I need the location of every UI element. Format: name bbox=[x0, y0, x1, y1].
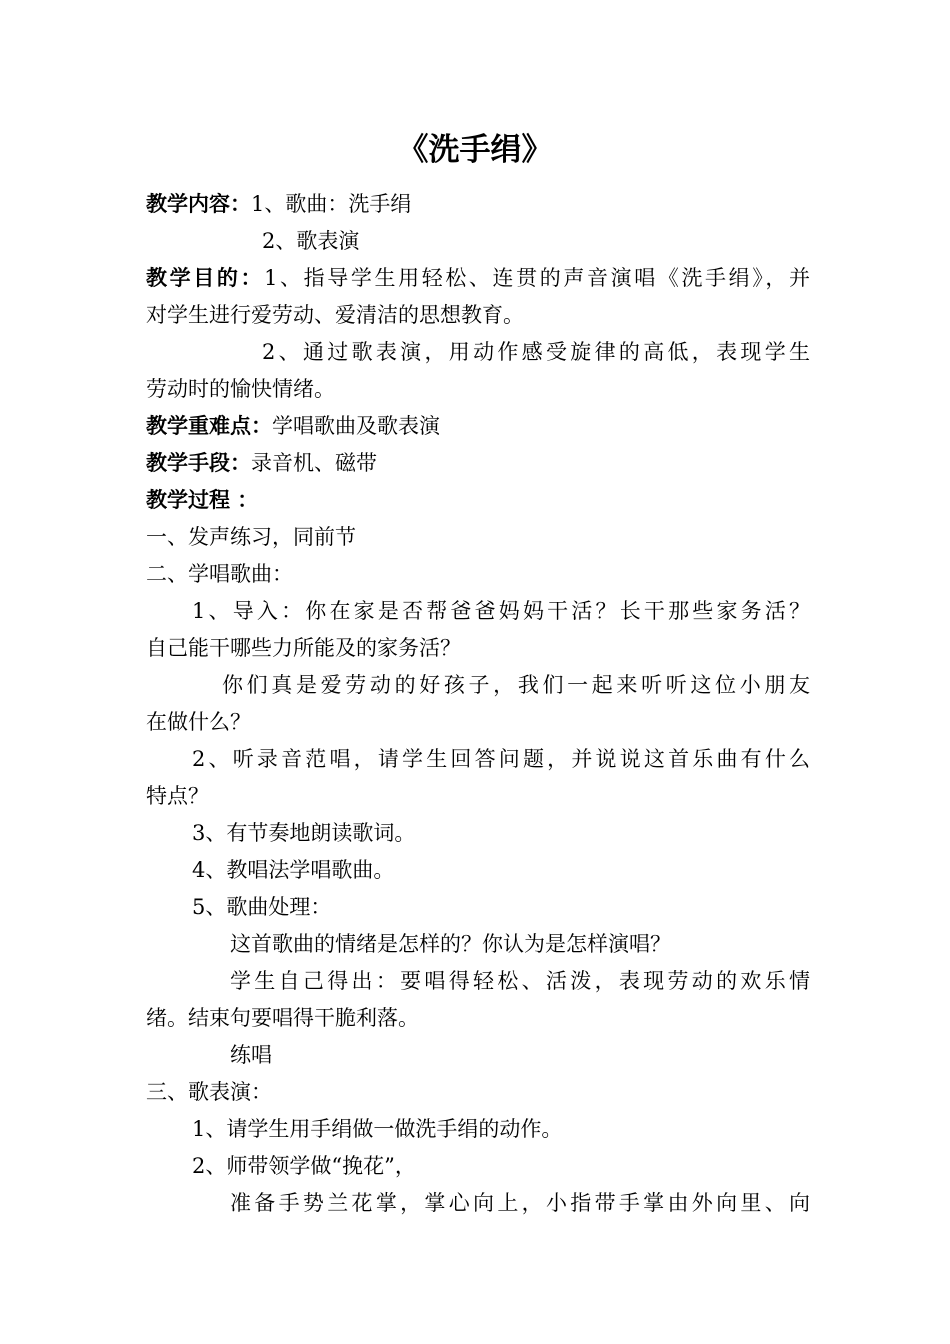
section-2-step-5-answer-line-1: 学生自己得出：要唱得轻松、活泼，表现劳动的欢乐情 bbox=[230, 969, 810, 993]
teaching-means-line bbox=[146, 445, 810, 482]
teaching-content-line bbox=[146, 186, 810, 223]
teaching-difficulty-label: 教学重难点： bbox=[146, 414, 272, 438]
teaching-process-label: 教学过程 ： bbox=[146, 488, 259, 512]
section-3-step-1: 1、请学生用手绢做一做洗手绢的动作。 bbox=[192, 1117, 563, 1141]
teaching-goal-1-line-2: 对学生进行爱劳动、爱清洁的思想教育。 bbox=[146, 303, 524, 327]
teaching-means-value: 录音机、磁带 bbox=[251, 451, 377, 475]
section-2-step-5-answer-line-2: 绪。结束句要唱得干脆利落。 bbox=[146, 1006, 419, 1030]
teaching-goal-1-line-1: 1、指导学生用轻松、连贯的声音演唱《洗手绢》，并 bbox=[264, 266, 811, 290]
section-2-step-1b-line-2: 在做什么？ bbox=[146, 710, 251, 734]
section-2-step-3: 3、有节奏地朗读歌词。 bbox=[192, 821, 416, 845]
section-3-step-2-detail-line-1: 准备手势兰花掌，掌心向上，小指带手掌由外向里、向 bbox=[230, 1191, 810, 1215]
teaching-goal-2-line-1: 2、通过歌表演，用动作感受旋律的高低，表现学生 bbox=[262, 340, 810, 364]
section-2-heading: 二、学唱歌曲： bbox=[146, 562, 293, 586]
section-2-step-1-line-2: 自己能干哪些力所能及的家务活？ bbox=[146, 636, 461, 660]
section-3-step-2: 2、师带领学做“挽花”， bbox=[192, 1154, 416, 1178]
section-2-step-1-line-1: 1、导入：你在家是否帮爸爸妈妈干活？长干那些家务活？ bbox=[192, 599, 810, 623]
section-2-step-4: 4、教唱法学唱歌曲。 bbox=[192, 858, 395, 882]
section-2-step-5-question: 这首歌曲的情绪是怎样的？你认为是怎样演唱？ bbox=[230, 932, 671, 956]
teaching-means-label: 教学手段： bbox=[146, 451, 251, 475]
section-3-heading: 三、歌表演： bbox=[146, 1080, 272, 1104]
teaching-difficulty-line bbox=[146, 408, 810, 445]
teaching-goal-line bbox=[146, 260, 810, 297]
section-2-step-2-line-1: 2、听录音范唱，请学生回答问题，并说说这首乐曲有什么 bbox=[192, 747, 810, 771]
section-2-step-1b-line-1: 你们真是爱劳动的好孩子，我们一起来听听这位小朋友 bbox=[222, 673, 810, 697]
section-2-step-5-practice: 练唱 bbox=[230, 1043, 272, 1067]
teaching-difficulty-value: 学唱歌曲及歌表演 bbox=[272, 414, 440, 438]
section-2-step-5: 5、歌曲处理： bbox=[192, 895, 332, 919]
section-2-step-2-line-2: 特点？ bbox=[146, 784, 209, 808]
teaching-content-label: 教学内容： bbox=[146, 192, 251, 216]
teaching-goal-2-line-2: 劳动时的愉快情绪。 bbox=[146, 377, 335, 401]
teaching-content-item-1: 1、歌曲：洗手绢 bbox=[251, 192, 412, 216]
teaching-content-item-2: 2、歌表演 bbox=[262, 229, 360, 253]
teaching-goal-label: 教学目的： bbox=[146, 266, 265, 290]
document-title: 《洗手绢》 bbox=[397, 132, 553, 168]
section-1-heading: 一、发声练习，同前节 bbox=[146, 525, 356, 549]
